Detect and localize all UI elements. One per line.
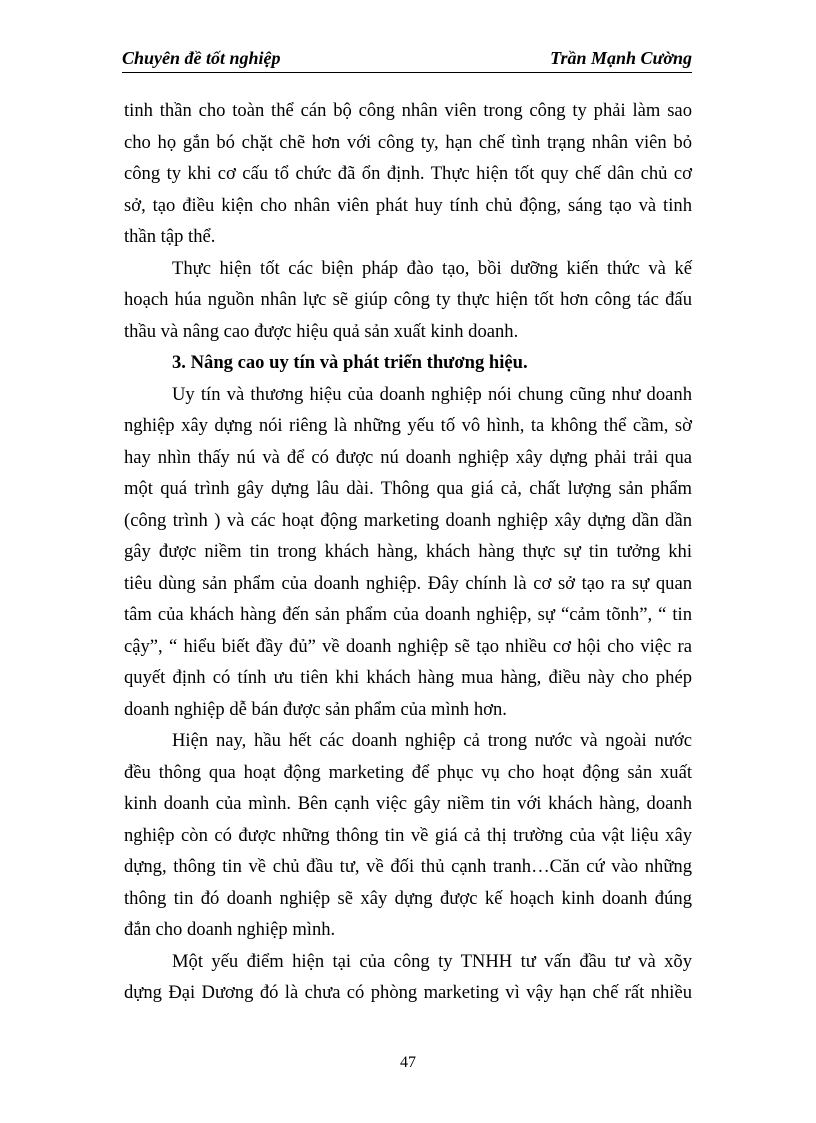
text-line: thông tin đó doanh nghiệp sẽ xây dựng được kế hoạch kinh doanh đúng bbox=[124, 887, 692, 909]
text-line: tiêu dùng sản phẩm của doanh nghiệp. Đây chính là cơ sở tạo ra sự quan bbox=[124, 572, 692, 594]
text-line: hoạch húa nguồn nhân lực sẽ giúp công ty thực hiện tốt hơn công tác đấu bbox=[124, 289, 692, 310]
text-line: nghiệp xây dựng nói riêng là những yếu tố vô hình, ta không thể cầm, sờ bbox=[124, 415, 692, 436]
text-line: thần tập thể. bbox=[124, 226, 216, 247]
text-line: công ty khi cơ cấu tổ chức đã ổn định. Thực hiện tốt quy chế dân chủ cơ bbox=[124, 163, 692, 184]
text-line: Một yếu điểm hiện tại của công ty TNHH tư vấn đầu tư và xõy bbox=[172, 950, 692, 972]
text-line: (công trình ) và các hoạt động marketing doanh nghiệp xây dựng dần dần bbox=[124, 509, 692, 531]
text-line: Uy tín và thương hiệu của doanh nghiệp nói chung cũng như doanh bbox=[172, 383, 692, 405]
text-line: đắn cho doanh nghiệp mình. bbox=[124, 919, 336, 940]
text-line: tinh thần cho toàn thể cán bộ công nhân viên trong công ty phải làm sao bbox=[124, 100, 692, 121]
section-heading: 3. Nâng cao uy tín và phát triển thương hiệu. bbox=[172, 352, 528, 373]
text-line: Hiện nay, hầu hết các doanh nghiệp cả trong nước và ngoài nước bbox=[172, 730, 692, 751]
text-line: doanh nghiệp dễ bán được sản phẩm của mình hơn. bbox=[124, 698, 507, 720]
text-line: sở, tạo điều kiện cho nhân viên phát huy tính chủ động, sáng tạo và tinh bbox=[124, 194, 692, 216]
section-heading-paragraph bbox=[124, 347, 692, 379]
page-number: 47 bbox=[400, 1054, 416, 1071]
text-line: một quá trình gây dựng lâu dài. Thông qua giá cả, chất lượng sản phẩm bbox=[124, 478, 692, 499]
paragraph bbox=[124, 946, 692, 1009]
text-line: tâm của khách hàng đến sản phẩm của doanh nghiệp, sự “cảm tõnh”, “ tin bbox=[124, 604, 692, 625]
text-line: gây được niềm tin trong khách hàng, khách hàng thực sự tin tưởng khi bbox=[124, 541, 692, 562]
text-line: dựng, thông tin về chủ đầu tư, về đối thủ cạnh tranh…Căn cứ vào những bbox=[124, 856, 692, 877]
paragraph bbox=[124, 379, 692, 726]
page-header bbox=[122, 46, 692, 73]
header-author-name: Trần Mạnh Cường bbox=[550, 48, 692, 68]
text-line: đều thông qua hoạt động marketing để phục vụ cho hoạt động sản xuất bbox=[124, 761, 692, 783]
text-line: quyết định có tính ưu tiên khi khách hàng mua hàng, điều này cho phép bbox=[124, 667, 692, 688]
text-line: nghiệp còn có được những thông tin về giá cả thị trường của vật liệu xây bbox=[124, 824, 692, 846]
text-line: hay nhìn thấy nú và để có được nú doanh nghiệp xây dựng phải trải qua bbox=[124, 446, 692, 468]
paragraph bbox=[124, 253, 692, 348]
paragraph bbox=[124, 725, 692, 946]
text-line: Thực hiện tốt các biện pháp đào tạo, bồi dưỡng kiến thức và kế bbox=[172, 257, 692, 279]
text-line: dựng Đại Dương đó là chưa có phòng marketing vì vậy hạn chế rất nhiều bbox=[124, 982, 692, 1003]
paragraph bbox=[124, 95, 692, 253]
text-line: thầu và nâng cao được hiệu quả sản xuất kinh doanh. bbox=[124, 320, 519, 342]
header-document-title: Chuyên đề tốt nghiệp bbox=[122, 48, 281, 68]
body-text bbox=[124, 95, 692, 1009]
text-line: cậy”, “ hiểu biết đầy đủ” về doanh nghiệp sẽ tạo nhiều cơ hội cho việc ra bbox=[124, 635, 692, 657]
text-line: cho họ gắn bó chặt chẽ hơn với công ty, hạn chế tình trạng nhân viên bỏ bbox=[124, 131, 692, 153]
text-line: kinh doanh của mình. Bên cạnh việc gây niềm tin với khách hàng, doanh bbox=[124, 793, 692, 814]
